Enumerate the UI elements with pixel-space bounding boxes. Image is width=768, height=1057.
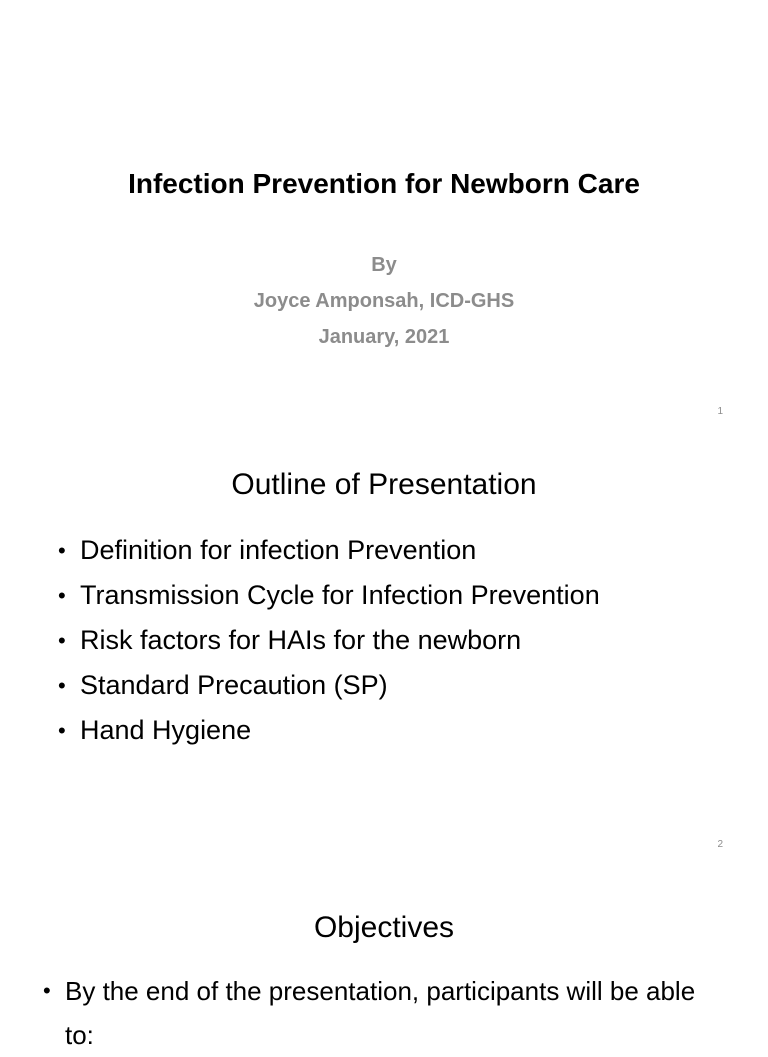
list-item-continuation [43, 1013, 695, 1057]
list-item-text: Risk factors for HAIs for the newborn [80, 625, 522, 655]
list-item-text: Hand Hygiene [80, 715, 252, 745]
list-item-text: Transmission Cycle for Infection Prevention [80, 580, 600, 610]
by-label: By [371, 254, 397, 276]
list-item-text: Standard Precaution (SP) [80, 670, 388, 700]
objectives-list [43, 969, 695, 1057]
author-name: Joyce Amponsah, ICD-GHS [253, 290, 515, 312]
slide-outline [0, 434, 768, 868]
outline-heading: Outline of Presentation [231, 468, 537, 501]
list-item [58, 618, 600, 663]
presentation-date: January, 2021 [318, 326, 450, 348]
presentation-title: Infection Prevention for Newborn Care [128, 168, 640, 199]
bullet-icon: • [58, 583, 66, 608]
bullet-icon: • [58, 628, 66, 653]
list-item-text: By the end of the presentation, participants will be able [65, 976, 696, 1006]
slide-objectives [0, 868, 768, 1050]
outline-list [58, 528, 600, 753]
bullet-icon: • [58, 718, 66, 743]
objectives-heading: Objectives [313, 911, 455, 944]
list-item [58, 663, 600, 708]
list-item [43, 969, 695, 1013]
list-item-text: to: [65, 1020, 94, 1050]
page-number: 2 [717, 839, 723, 850]
bullet-icon: • [58, 538, 66, 563]
page-number: 1 [717, 406, 723, 417]
list-item-text: Definition for infection Prevention [80, 535, 477, 565]
slide-title [0, 0, 768, 434]
bullet-icon: • [58, 673, 66, 698]
list-item [58, 573, 600, 618]
bullet-icon: • [43, 978, 51, 1003]
list-item [58, 708, 600, 753]
list-item [58, 528, 600, 573]
